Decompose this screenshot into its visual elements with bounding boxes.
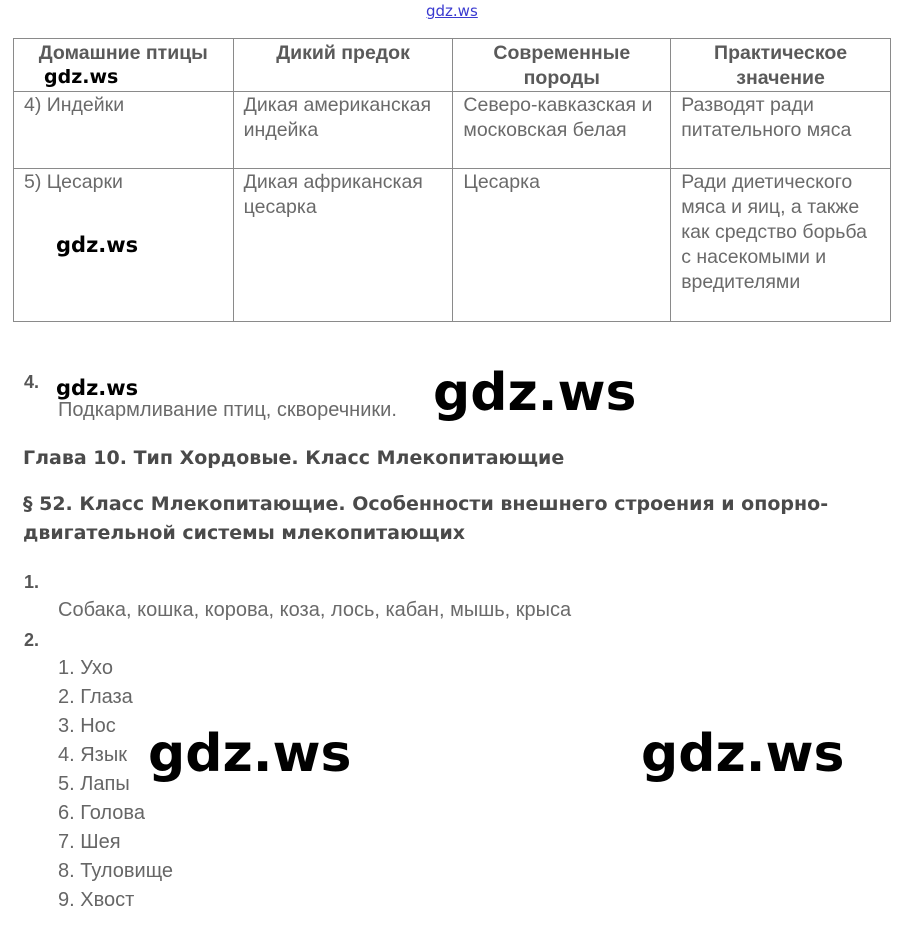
- list-item: 2. Глаза: [58, 686, 133, 708]
- list-item: 1. Ухо: [58, 657, 113, 679]
- table-header-cell: Домашние птицы: [14, 39, 234, 92]
- table-header-cell: Современные породы: [453, 39, 671, 92]
- watermark: gdz.ws: [44, 66, 119, 88]
- watermark: gdz.ws: [56, 376, 139, 400]
- question-number: 1.: [24, 572, 40, 592]
- list-item: 7. Шея: [58, 831, 121, 853]
- table-cell: 5) Цесарки: [14, 169, 234, 322]
- table-header-row: [14, 39, 891, 92]
- answer-text: Подкармливание птиц, скворечники.: [58, 399, 397, 421]
- table-cell: Дикая африканская цесарка: [233, 169, 453, 322]
- birds-table: [13, 38, 891, 322]
- watermark: gdz.ws: [56, 233, 139, 257]
- answer-text: Собака, кошка, корова, коза, лось, кабан, мышь, крыса: [58, 599, 572, 621]
- chapter-heading: Глава 10. Тип Хордовые. Класс Млекопитающие: [23, 447, 565, 469]
- table-row: [14, 92, 891, 169]
- list-item: 5. Лапы: [58, 773, 130, 795]
- watermark: gdz.ws: [148, 724, 352, 784]
- list-item: 8. Туловище: [58, 860, 174, 882]
- list-item: 4. Язык: [58, 744, 127, 766]
- watermark: gdz.ws: [433, 363, 637, 423]
- list-item: 3. Нос: [58, 715, 116, 737]
- table-cell: 4) Индейки: [14, 92, 234, 169]
- section-heading: § 52. Класс Млекопитающие. Особенности внешнего строения и опорно-двигательной системы млекопитающих: [23, 493, 829, 544]
- list-item: 9. Хвост: [58, 889, 135, 911]
- table-cell: Северо-кавказская и московская белая: [453, 92, 671, 169]
- table-cell: Ради диетического мяса и яиц, а также как средство борьба с насекомыми и вредителями: [671, 169, 891, 322]
- table-cell: Цесарка: [453, 169, 671, 322]
- watermark: gdz.ws: [641, 724, 845, 784]
- question-number: 4.: [24, 372, 40, 392]
- table-row: [14, 169, 891, 322]
- answer-list: [58, 654, 173, 915]
- list-item: 6. Голова: [58, 802, 145, 824]
- watermark-link[interactable]: gdz.ws: [426, 2, 478, 20]
- question-number: 2.: [24, 630, 40, 650]
- table-cell: Дикая американская индейка: [233, 92, 453, 169]
- table-header-cell: Дикий предок: [233, 39, 453, 92]
- table-header-cell: Практическое значение: [671, 39, 891, 92]
- table-cell: Разводят ради питательного мяса: [671, 92, 891, 169]
